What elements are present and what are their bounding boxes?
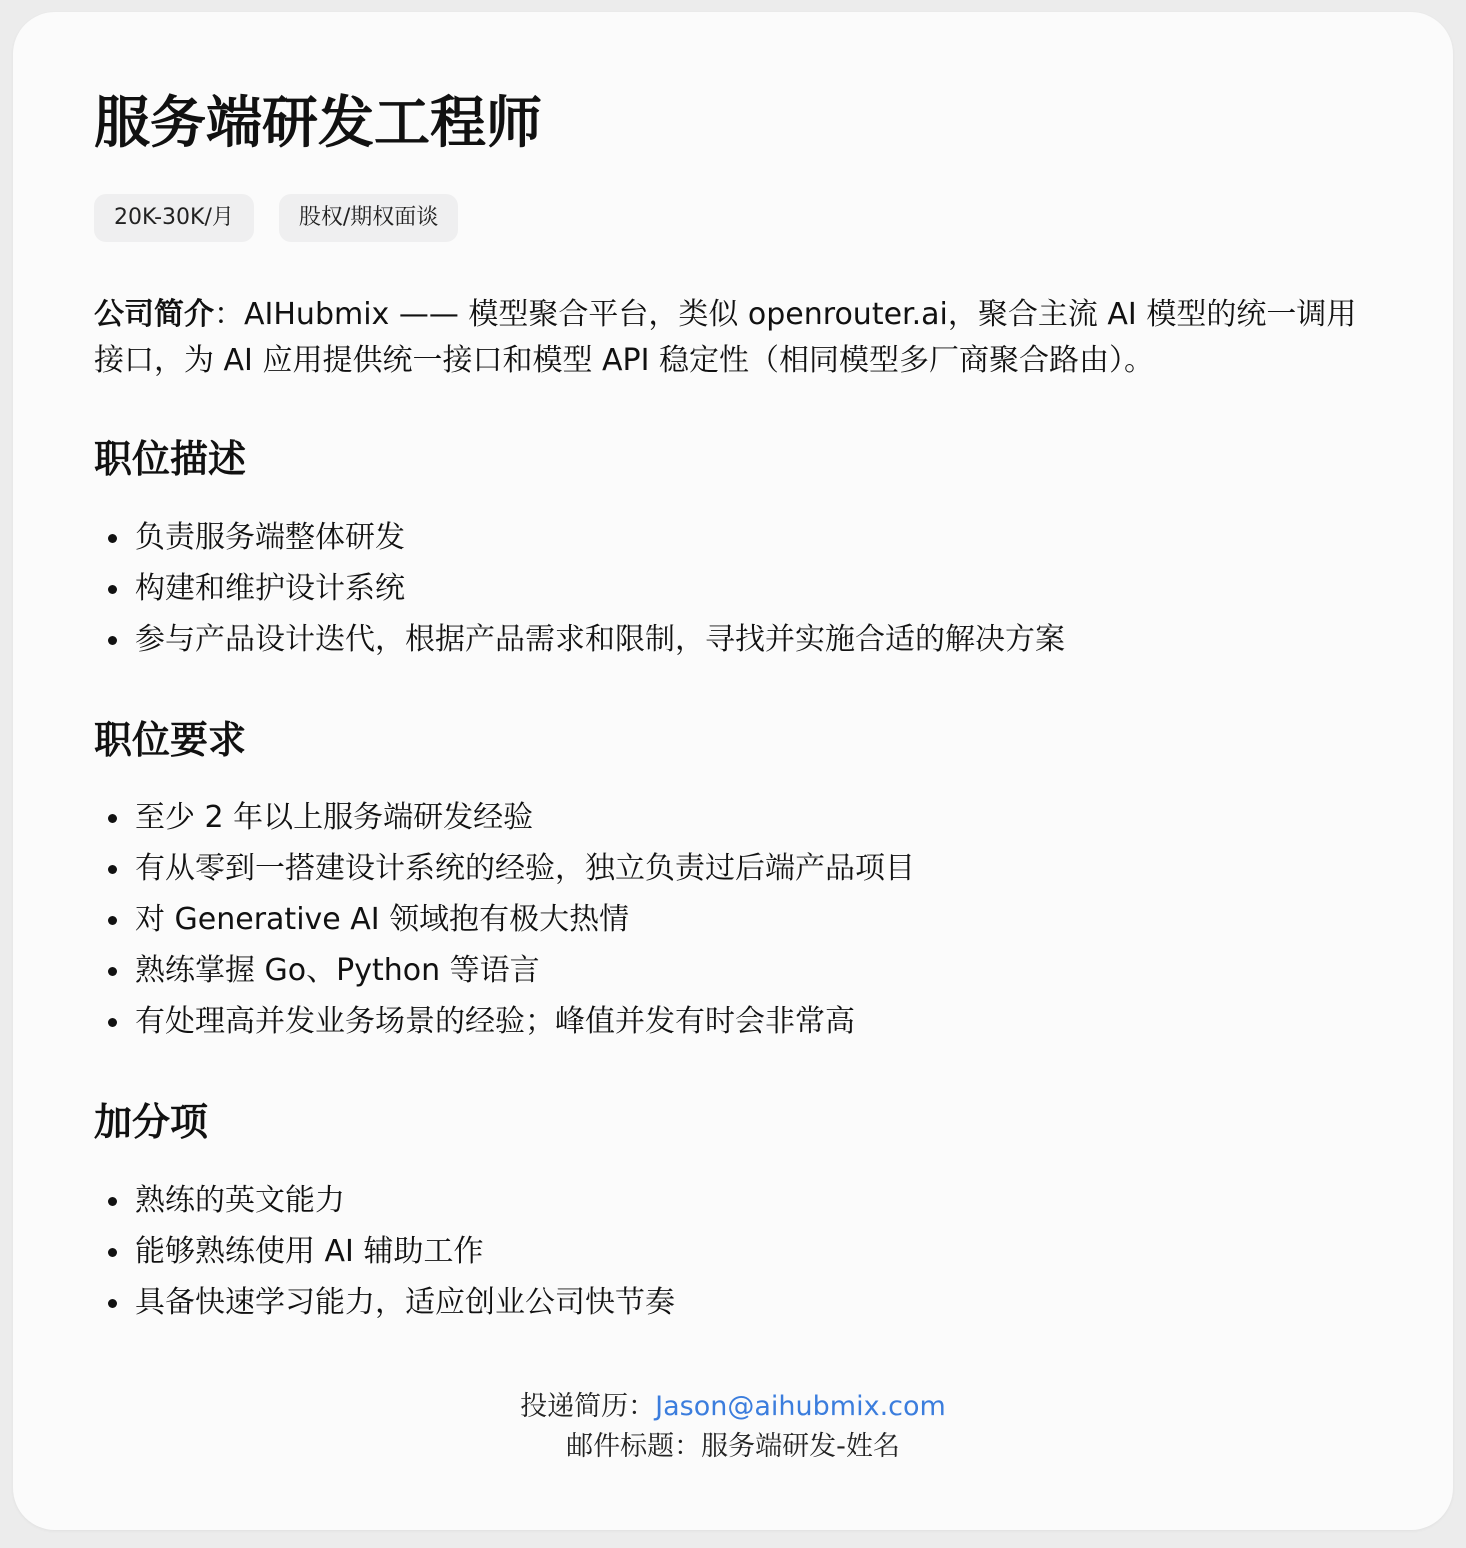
- list-item: 熟练的英文能力: [94, 1175, 1373, 1226]
- list-item: 至少 2 年以上服务端研发经验: [94, 792, 1373, 843]
- list-item: 负责服务端整体研发: [94, 512, 1373, 563]
- list-item: 参与产品设计迭代，根据产品需求和限制，寻找并实施合适的解决方案: [94, 614, 1373, 665]
- bonus-list: [94, 1175, 1373, 1328]
- section-title-requirements: 职位要求: [94, 717, 247, 762]
- company-intro-text: AIHubmix —— 模型聚合平台，类似 openrouter.ai，聚合主流 AI 模型的统一调用接口，为 AI 应用提供统一接口和模型 API 稳定性（相同模型多厂商聚合路由）。: [94, 297, 1357, 379]
- list-item: 有从零到一搭建设计系统的经验，独立负责过后端产品项目: [94, 843, 1373, 894]
- list-item: 熟练掌握 Go、Python 等语言: [94, 945, 1373, 996]
- resume-label: 投递简历：: [520, 1391, 656, 1422]
- company-intro-label: 公司简介: [94, 297, 214, 333]
- resume-line: [13, 1387, 1453, 1427]
- section-title-bonus: 加分项: [94, 1100, 209, 1145]
- company-intro-separator: ：: [214, 297, 244, 333]
- list-item: 有处理高并发业务场景的经验；峰值并发有时会非常高: [94, 996, 1373, 1047]
- list-item: 具备快速学习能力，适应创业公司快节奏: [94, 1277, 1373, 1328]
- requirements-list: [94, 792, 1373, 1047]
- job-posting-card: [13, 12, 1453, 1530]
- email-link[interactable]: Jason@aihubmix.com: [655, 1391, 946, 1422]
- list-item: 对 Generative AI 领域抱有极大热情: [94, 894, 1373, 945]
- job-title: 服务端研发工程师: [94, 91, 542, 156]
- subject-label: 邮件标题：: [566, 1431, 702, 1462]
- section-title-description: 职位描述: [94, 437, 247, 482]
- equity-tag: 股权/期权面谈: [279, 194, 458, 242]
- list-item: 构建和维护设计系统: [94, 563, 1373, 614]
- subject-line: [13, 1427, 1453, 1467]
- list-item: 能够熟练使用 AI 辅助工作: [94, 1226, 1373, 1277]
- description-list: [94, 512, 1373, 665]
- subject-value: 服务端研发-姓名: [701, 1431, 900, 1462]
- company-intro: [94, 292, 1373, 384]
- tag-list: [94, 194, 1373, 242]
- contact-footer: [13, 1387, 1453, 1467]
- salary-tag: 20K-30K/月: [94, 194, 254, 242]
